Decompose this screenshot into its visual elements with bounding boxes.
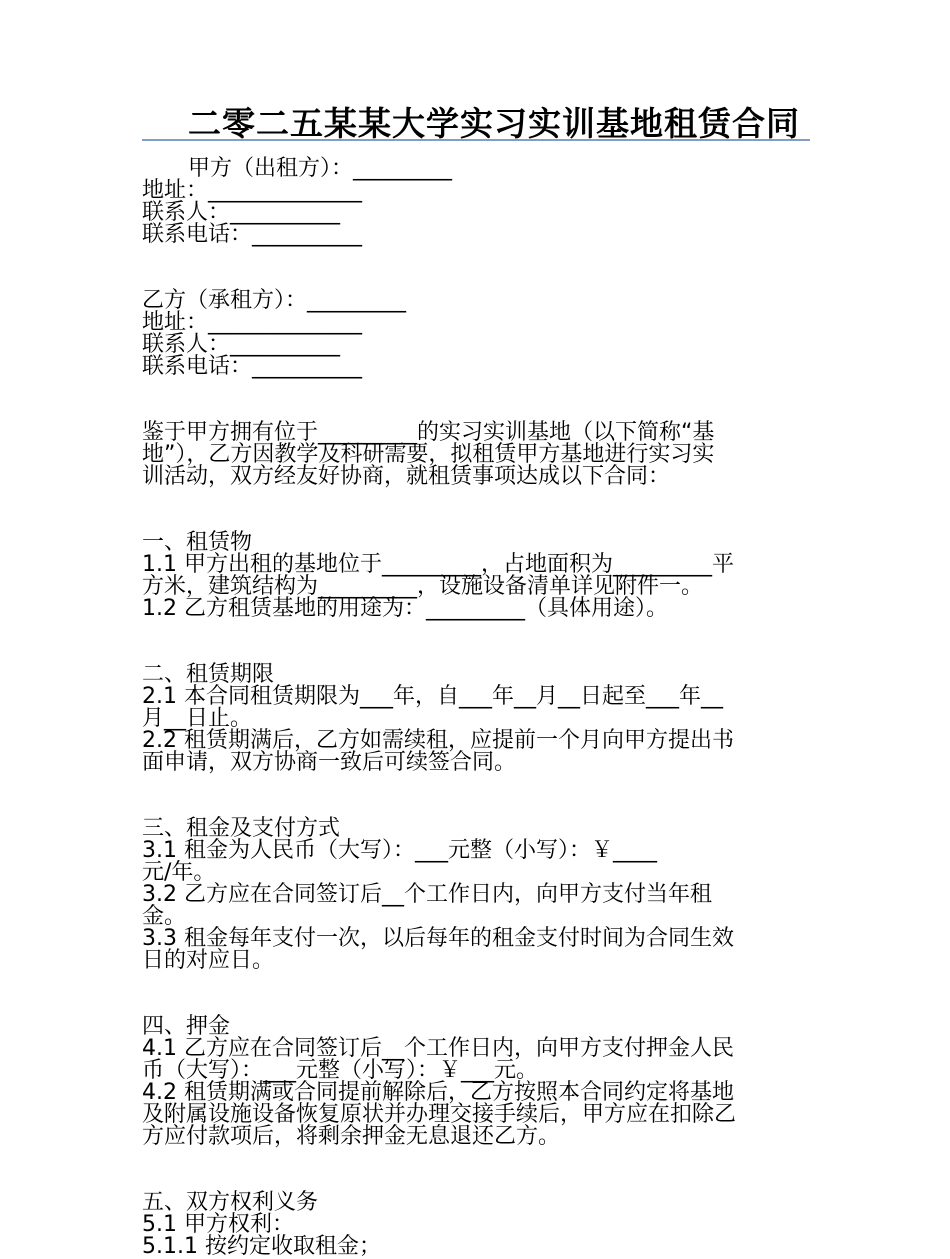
clause-line: 日的对应日。 xyxy=(142,948,275,973)
spacer xyxy=(142,972,812,1016)
section-heading: 四、押金 xyxy=(142,1014,231,1039)
clause-line: 2.2 租赁期满后，乙方如需续租，应提前一个月向甲方提出书 xyxy=(142,728,734,753)
document-title: 二零二五某某大学实习实训基地租赁合同 xyxy=(188,104,800,143)
spacer xyxy=(142,246,812,290)
document-body xyxy=(142,158,812,1258)
clause-line: 方米，建筑结构为_________，设施设备清单详见附件一。 xyxy=(142,574,704,599)
clause-line: 5.1.1 按约定收取租金； xyxy=(142,1234,381,1259)
party-a-label: 甲方（出租方）：_________ xyxy=(188,156,453,181)
clause-line: 金。 xyxy=(142,904,187,929)
clause-line: 币（大写）：___元整（小写）：￥___元。 xyxy=(142,1058,539,1083)
section-heading: 五、双方权利义务 xyxy=(142,1190,319,1215)
clause-line: 方应付款项后，将剩余押金无息退还乙方。 xyxy=(142,1124,561,1149)
party-a-phone: 联系电话：__________ xyxy=(142,222,363,247)
clause-line: 元/年。 xyxy=(142,860,216,885)
clause-line: 5.1 甲方权利： xyxy=(142,1212,294,1237)
clause-line: 1.2 乙方租赁基地的用途为：_________（具体用途）。 xyxy=(142,596,668,621)
clause-line: 3.3 租金每年支付一次，以后每年的租金支付时间为合同生效 xyxy=(142,926,734,951)
clause-line: 2.1 本合同租赁期限为___年，自___年__月__日起至___年__ xyxy=(142,684,723,709)
section-heading: 二、租赁期限 xyxy=(142,662,275,687)
party-b-contact: 联系人：__________ xyxy=(142,332,341,357)
preamble-line: 鉴于甲方拥有位于_________的实习实训基地（以下简称“基 xyxy=(142,420,715,445)
party-b-label: 乙方（承租方）：_________ xyxy=(142,288,407,313)
party-b-address: 地址：______________ xyxy=(142,310,363,335)
clause-line: 4.2 租赁期满或合同提前解除后，乙方按照本合同约定将基地 xyxy=(142,1080,734,1105)
spacer xyxy=(142,378,812,422)
party-a-address: 地址：______________ xyxy=(142,178,363,203)
clause-line: 及附属设施设备恢复原状并办理交接手续后，甲方应在扣除乙 xyxy=(142,1102,737,1127)
section-heading: 一、租赁物 xyxy=(142,530,253,555)
spacer xyxy=(142,488,812,532)
party-b-phone: 联系电话：__________ xyxy=(142,354,363,379)
clause-line: 3.1 租金为人民币（大写）：___元整（小写）：￥____ xyxy=(142,838,657,863)
clause-line: 面申请，双方协商一致后可续签合同。 xyxy=(142,750,517,775)
spacer xyxy=(142,1148,812,1192)
preamble-line: 地”），乙方因教学及科研需要，拟租赁甲方基地进行实习实 xyxy=(142,442,715,467)
spacer xyxy=(142,620,812,664)
preamble-line: 训活动，双方经友好协商，就租赁事项达成以下合同： xyxy=(142,464,671,489)
clause-line: 4.1 乙方应在合同签订后__个工作日内，向甲方支付押金人民 xyxy=(142,1036,734,1061)
party-a-contact: 联系人：__________ xyxy=(142,200,341,225)
section-heading: 三、租金及支付方式 xyxy=(142,816,341,841)
spacer xyxy=(142,774,812,818)
clause-line: 月__日止。 xyxy=(142,706,253,731)
clause-line: 3.2 乙方应在合同签订后__个工作日内，向甲方支付当年租 xyxy=(142,882,712,907)
title-underline xyxy=(142,139,810,141)
clause-line: 1.1 甲方出租的基地位于_________，占地面积为_________平 xyxy=(142,552,734,577)
